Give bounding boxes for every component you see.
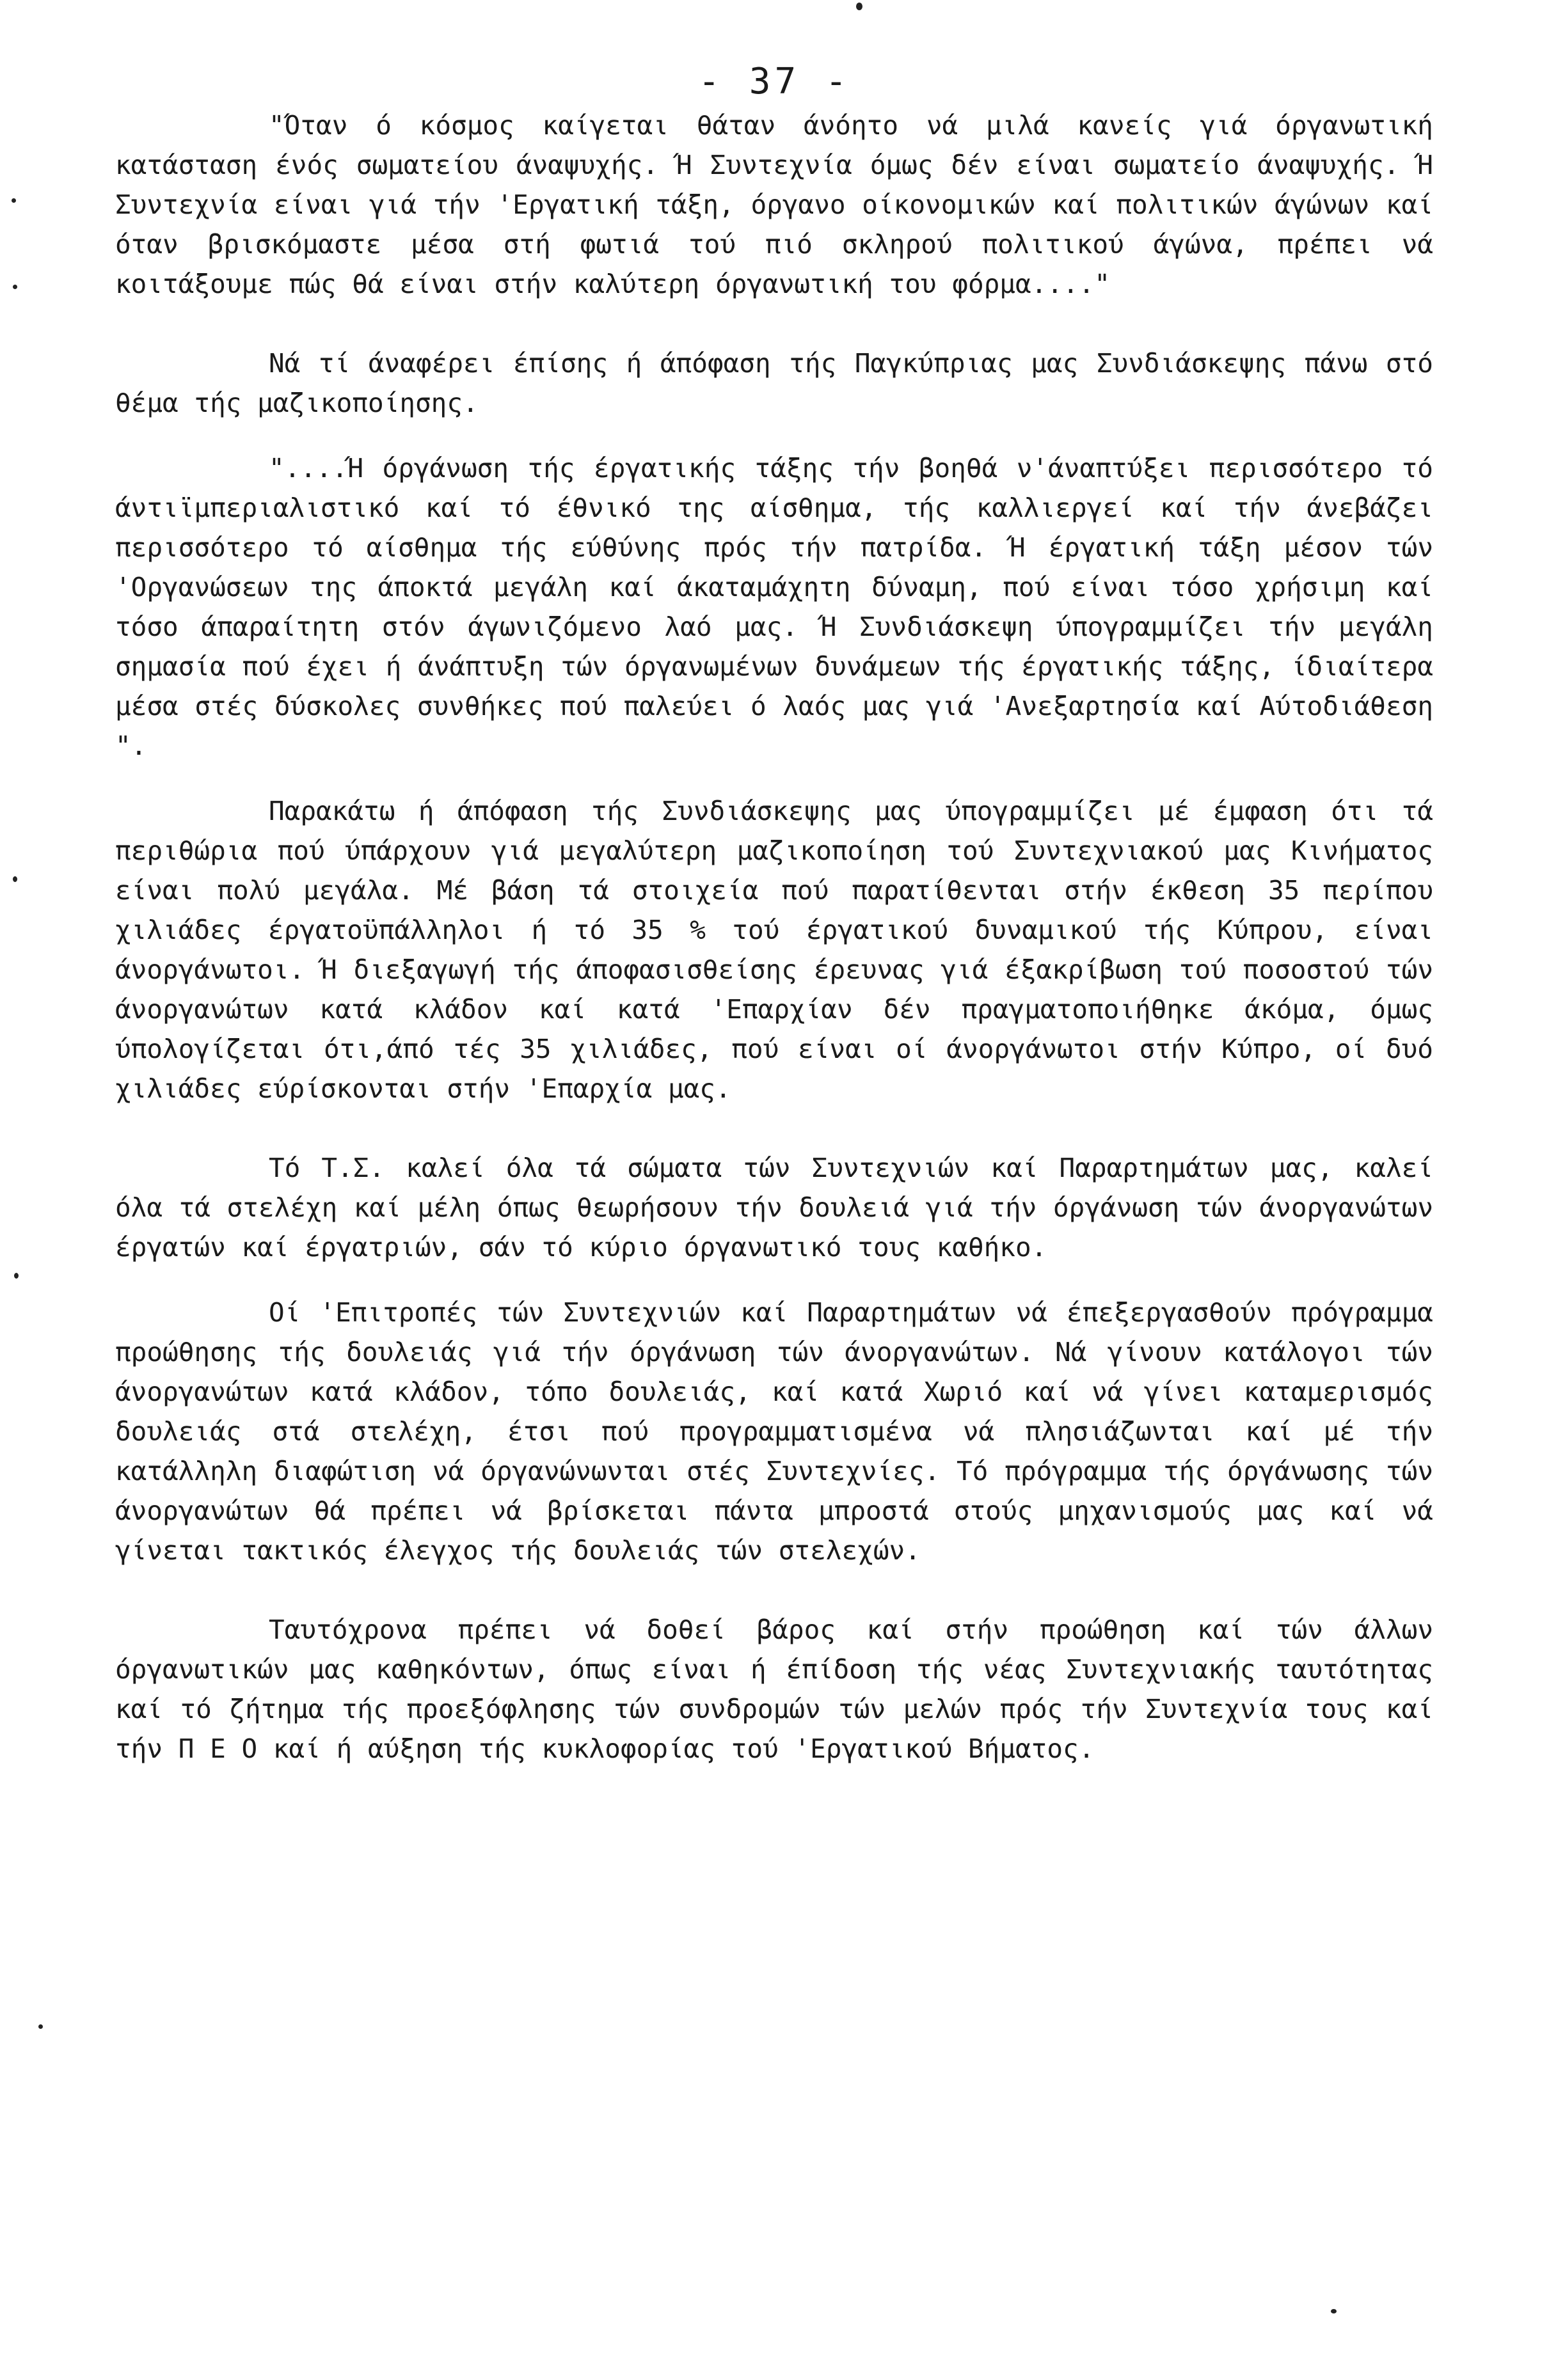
page-number: - 37 -	[698, 61, 851, 102]
scan-speck	[1331, 2309, 1337, 2313]
scan-speck	[14, 1273, 19, 1279]
paragraph-ts-call: Τό Τ.Σ. καλεί όλα τά σώματα τών Συντεχνιών καί Παραρτημάτων μας, καλεί όλα τά στελέχη καί μέλη όπως θεωρήσουν τήν δουλειά γιά τήν όργάνωση τών άνοργανώτων έργατών καί έργατριών, σάν τό κύριο όργανωτικό τους καθήκο.	[115, 1153, 1433, 1263]
scan-speck	[13, 285, 17, 289]
paragraph-conference-decision: Νά τί άναφέρει έπίσης ή άπόφαση τής Παγκύπριας μας Συνδιάσκεψης πάνω στό θέμα τής μαζικοποίησης.	[115, 348, 1433, 418]
paragraph-other-tasks: Ταυτόχρονα πρέπει νά δοθεί βάρος καί στήν προώθηση καί τών άλλων όργανωτικών μας καθηκόντων, όπως είναι ή έπίδοση τής νέας Συντεχνιακής ταυτότητας καί τό ζήτημα τής προεξόφλησης τών συνδρομών τών μελών πρός τήν Συντεχνία τους καί τήν Π Ε Ο καί ή αύξηση τής κυκλοφορίας τού 'Εργατικού Βήματος.	[115, 1614, 1433, 1764]
quote-paragraph: "Όταν ό κόσμος καίγεται θάταν άνόητο νά μιλά κανείς γιά όργανωτική κατάσταση ένός σωματείου άναψυχής. Ή Συντεχνία όμως δέν είναι σωματείο άναψυχής. Ή Συντεχνία είναι γιά τήν 'Εργατική τάξη, όργανο οίκονομικών καί πολιτικών άγώνων καί όταν βρισκόμαστε μέσα στή φωτιά τού πιό σκληρού πολιτικού άγώνα, πρέπει νά κοιτάξουμε πώς θά είναι στήν καλύτερη όργανωτική του φόρμα...."	[115, 110, 1433, 299]
scan-speck	[38, 2024, 43, 2029]
paragraph-unorganised-workers: Παρακάτω ή άπόφαση τής Συνδιάσκεψης μας ύπογραμμίζει μέ έμφαση ότι τά περιθώρια πού ύπάρχουν γιά μεγαλύτερη μαζικοποίηση τού Συντεχνιακού μας Κινήματος είναι πολύ μεγάλα. Μέ βάση τά στοιχεία πού παρατίθενται στήν έκθεση 35 περίπου χιλιάδες έργατοϋπάλληλοι ή τό 35 % τού έργατικού δυναμικού τής Κύπρου, είναι άνοργάνωτοι. Ή διεξαγωγή τής άποφασισθείσης έρευνας γιά έξακρίβωση τού ποσοστού τών άνοργανώτων κατά κλάδον καί κατά 'Επαρχίαν δέν πραγματοποιήθηκε άκόμα, όμως ύπολογίζεται ότι,άπό τές 35 χιλιάδες, πού είναι οί άνοργάνωτοι στήν Κύπρο, οί δυό χιλιάδες εύρίσκονται στήν 'Επαρχία μας.	[115, 796, 1433, 1104]
paragraph-committees-programme: Οί 'Επιτροπές τών Συντεχνιών καί Παραρτημάτων νά έπεξεργασθούν πρόγραμμα προώθησης τής δουλειάς γιά τήν όργάνωση τών άνοργανώτων. Νά γίνουν κατάλογοι τών άνοργανώτων κατά κλάδον, τόπο δουλειάς, καί κατά Χωριό καί νά γίνει καταμερισμός δουλειάς στά στελέχη, έτσι πού προγραμματισμένα νά πλησιάζωνται καί μέ τήν κατάλληλη διαφώτιση νά όργανώνωνται στές Συντεχνίες. Τό πρόγραμμα τής όργάνωσης τών άνοργανώτων θά πρέπει νά βρίσκεται πάντα μπροστά στούς μηχανισμούς μας καί νά γίνεται τακτικός έλεγχος τής δουλειάς τών στελεχών.	[115, 1297, 1433, 1566]
quote-paragraph-conference: "....Ή όργάνωση τής έργατικής τάξης τήν βοηθά ν'άναπτύξει περισσότερο τό άντιϊμπεριαλιστικό καί τό έθνικό της αίσθημα, τής καλλιεργεί καί τήν άνεβάζει περισσότερο τό αίσθημα τής εύθύνης πρός τήν πατρίδα. Ή έργατική τάξη μέσον τών 'Οργανώσεων της άποκτά μεγάλη καί άκαταμάχητη δύναμη, πού είναι τόσο χρήσιμη καί τόσο άπαραίτητη στόν άγωνιζόμενο λαό μας. Ή Συνδιάσκεψη ύπογραμμίζει τήν μεγάλη σημασία πού έχει ή άνάπτυξη τών όργανωμένων δυνάμεων τής έργατικής τάξης, ίδιαίτερα μέσα στές δύσκολες συνθήκες πού παλεύει ό λαός μας γιά 'Ανεξαρτησία καί Αύτοδιάθεση ".	[115, 453, 1433, 761]
document-body	[115, 106, 1433, 1769]
scan-speck	[12, 198, 16, 203]
scan-speck	[856, 3, 862, 10]
scan-speck	[13, 876, 17, 882]
